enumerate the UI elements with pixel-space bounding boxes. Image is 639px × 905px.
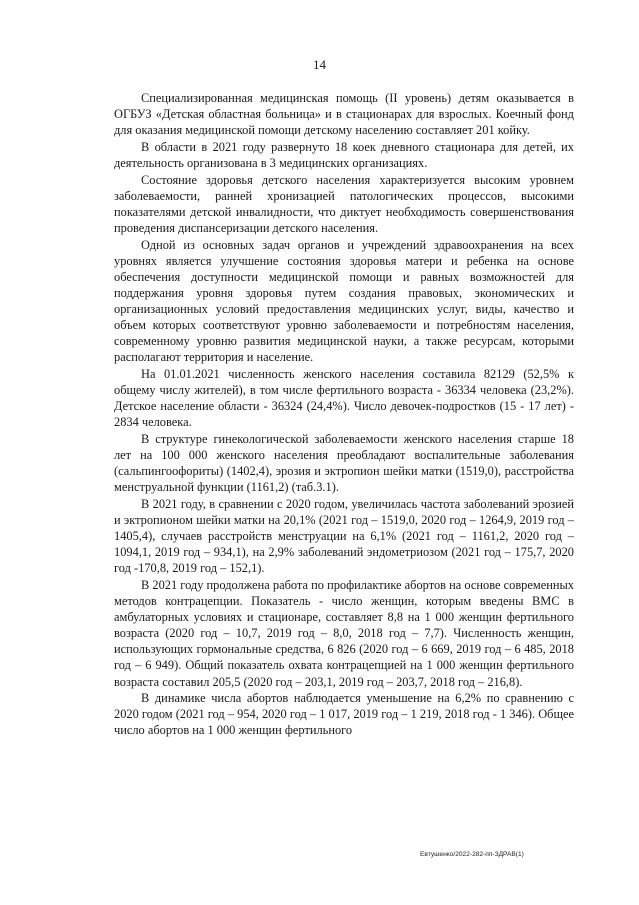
paragraph: Одной из основных задач органов и учреждений здравоохранения на всех уровнях является улучшение состояния здоровья матери и ребенка на основе обеспечения доступности медицинской помощи и равных возможностей для поддержания уровня здоровья путем создания правовых, экономических и организационных условий предоставления медицинских услуг, виды, качество и объем которых соответствуют уровню заболеваемости и потребностям населения, современному уровню развития медицинской науки, а также ресурсам, которыми располагают территория и население. bbox=[114, 237, 574, 365]
document-body bbox=[114, 90, 574, 739]
paragraph: Состояние здоровья детского населения характеризуется высоким уровнем заболеваемости, ранней хронизацией патологических процессов, высокими показателями детской инвалидности, что диктует необходимость совершенствования проведения диспансеризации детского населения. bbox=[114, 172, 574, 235]
paragraph: В 2021 году продолжена работа по профилактике абортов на основе современных методов контрацепции. Показатель - число женщин, которым введены ВМС в амбулаторных условиях и стационаре, составляет 8,8 на 1 000 женщин фертильного возраста (2020 год – 10,7, 2019 год – 8,0, 2018 год – 7,7). Численность женщин, использующих гормональные средства, 6 826 (2020 год – 6 669, 2019 год – 6 485, 2018 год – 6 949). Общий показатель охвата контрацепцией на 1 000 женщин фертильного возраста составил 205,5 (2020 год – 203,1, 2019 год – 203,7, 2018 год – 216,8). bbox=[114, 577, 574, 689]
paragraph: На 01.01.2021 численность женского населения составила 82129 (52,5% к общему числу жителей), в том числе фертильного возраста - 36334 человека (23,2%). Детское население области - 36324 (24,4%). Число девочек-подростков (15 - 17 лет) - 2834 человека. bbox=[114, 366, 574, 430]
paragraph: В области в 2021 году развернуто 18 коек дневного стационара для детей, их деятельность организована в 3 медицинских организациях. bbox=[114, 139, 574, 170]
document-registration-code: Евтушенко/2022-282-пп-ЗДРАВ(1) bbox=[420, 851, 524, 858]
paragraph: Специализированная медицинская помощь (II уровень) детям оказывается в ОГБУЗ «Детская областная больница» и в стационарах для взрослых. Коечный фонд для оказания медицинской помощи детскому населению составляет 201 койку. bbox=[114, 91, 574, 138]
page-number: 14 bbox=[313, 57, 326, 72]
paragraph: В 2021 году, в сравнении с 2020 годом, увеличилась частота заболеваний эрозией и эктропионом шейки матки на 20,1% (2021 год – 1519,0, 2020 год – 1264,9, 2019 год – 1405,4), случаев расстройств менструации на 6,1% (2021 год – 1161,2, 2020 год – 1094,1, 2019 год – 934,1), на 2,9% заболеваний эндометриозом (2021 год – 175,7, 2020 год -170,8, 2019 год – 152,1). bbox=[114, 496, 574, 576]
paragraph: В структуре гинекологической заболеваемости женского населения старше 18 лет на 100 000 женского населения преобладают воспалительные заболевания (сальпингоофориты) (1402,4), эрозия и эктропион шейки матки (1519,0), расстройства менструальной функции (1161,2) (таб.3.1). bbox=[114, 431, 574, 495]
paragraph: В динамике числа абортов наблюдается уменьшение на 6,2% по сравнению с 2020 годом (2021 год – 954, 2020 год – 1 017, 2019 год – 1 219, 2018 год - 1 346). Общее число абортов на 1 000 женщин фертильного bbox=[114, 691, 574, 738]
